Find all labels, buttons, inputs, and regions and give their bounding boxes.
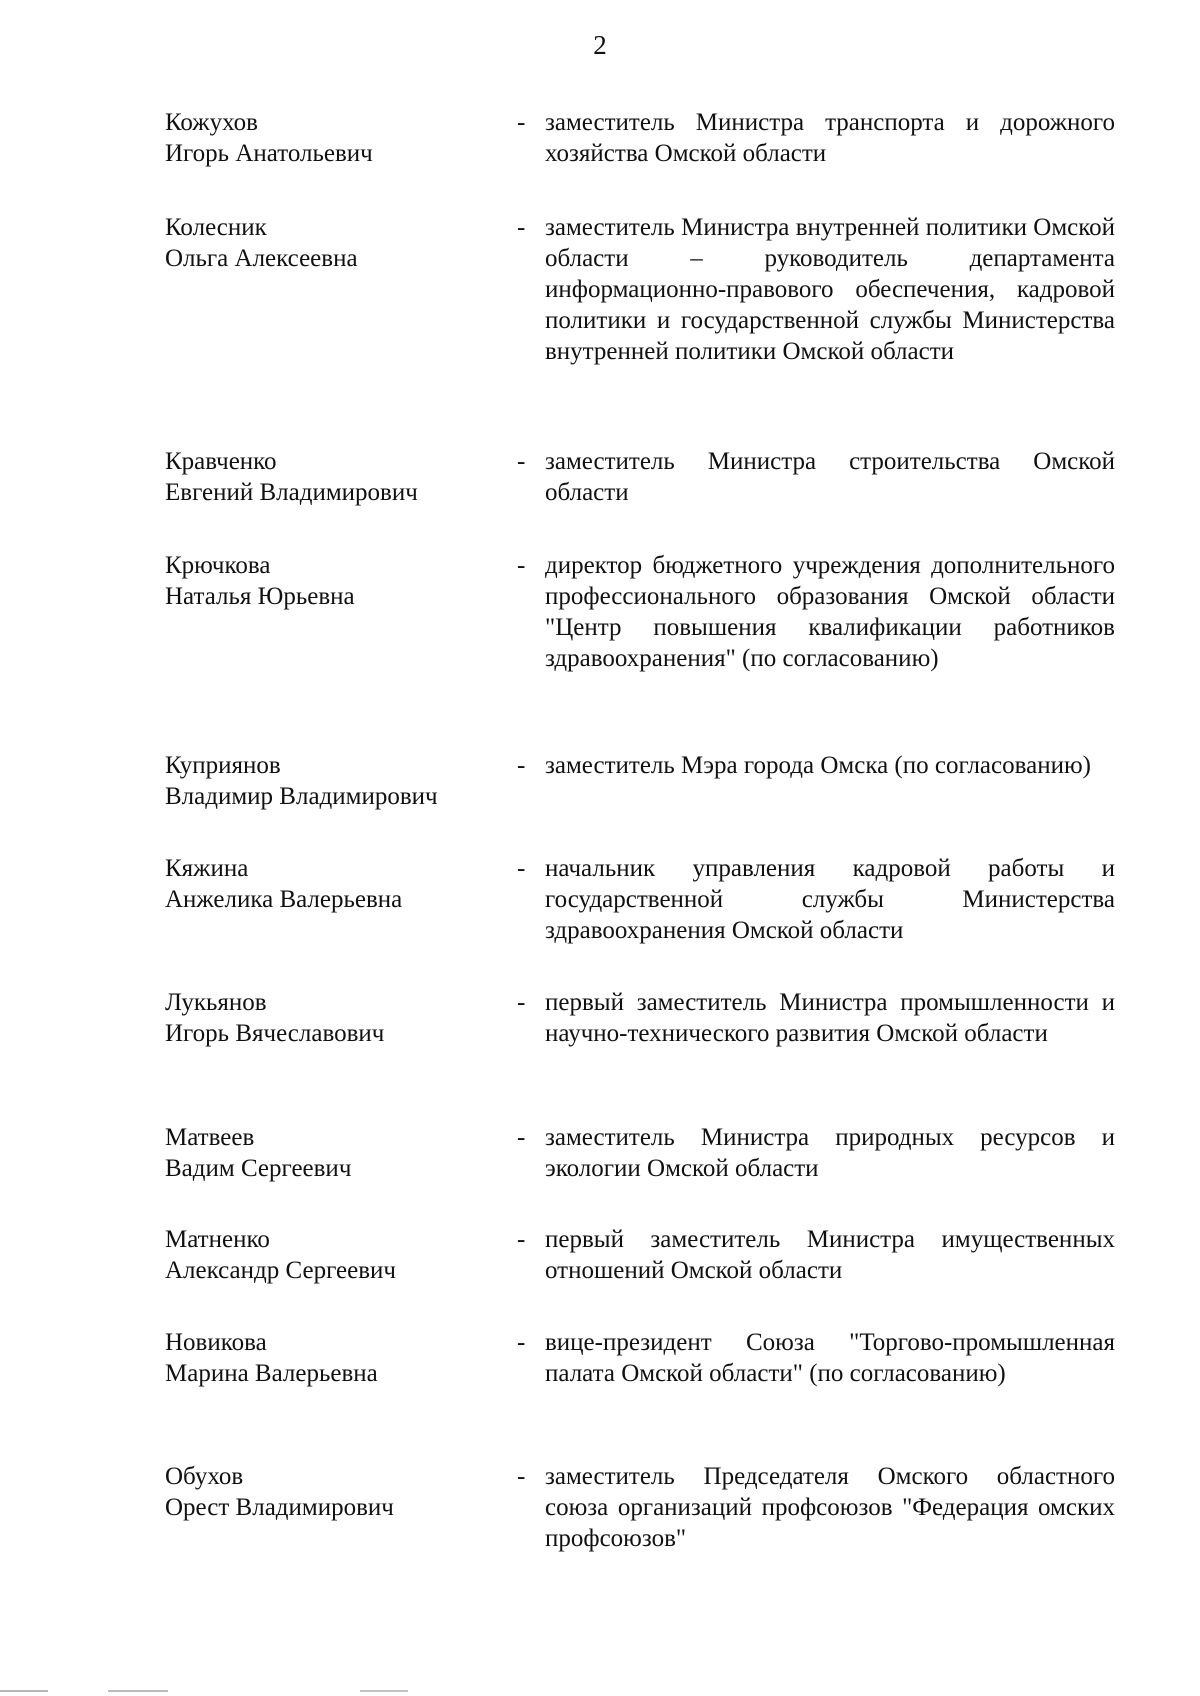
member-position: первый заместитель Министра имущественных отношений Омской области — [545, 1226, 1115, 1284]
member-name — [165, 750, 495, 812]
separator-dash: - — [517, 109, 526, 136]
member-surname: Матненко — [165, 1226, 270, 1253]
separator-dash: - — [517, 1124, 526, 1151]
member-surname: Кравченко — [165, 448, 277, 475]
member-position: директор бюджетного учреждения дополнительного профессионального образования Омской области "Центр повышения квалификации работников здравоохранения" (по согласованию) — [545, 552, 1115, 672]
member-surname: Куприянов — [165, 752, 281, 779]
member-surname: Кяжина — [165, 855, 249, 882]
member-given-names: Ольга Алексеевна — [165, 245, 358, 272]
member-position: заместитель Председателя Омского областного союза организаций профсоюзов "Федерация омских профсоюзов" — [545, 1463, 1115, 1552]
member-name — [165, 212, 495, 274]
member-position: заместитель Министра внутренней политики Омской области – руководитель департамента информационно-правового обеспечения, кадровой политики и государственной службы Министерства внутренней политики Омской области — [545, 214, 1115, 365]
member-name — [165, 1461, 495, 1523]
member-name — [165, 853, 495, 915]
member-position: начальник управления кадровой работы и государственной службы Министерства здравоохранения Омской области — [545, 855, 1115, 944]
member-given-names: Анжелика Валерьевна — [165, 886, 403, 913]
member-name — [165, 446, 495, 508]
member-position: первый заместитель Министра промышленности и научно-технического развития Омской области — [545, 989, 1115, 1047]
member-position: заместитель Министра строительства Омской области — [545, 448, 1115, 506]
member-given-names: Александр Сергеевич — [165, 1257, 396, 1284]
separator-dash: - — [517, 989, 526, 1016]
member-given-names: Орест Владимирович — [165, 1494, 394, 1521]
page-number: 2 — [593, 30, 607, 60]
member-given-names: Вадим Сергеевич — [165, 1155, 352, 1182]
member-position: заместитель Министра природных ресурсов и экологии Омской области — [545, 1124, 1115, 1182]
member-given-names: Игорь Анатольевич — [165, 140, 373, 167]
member-surname: Крючкова — [165, 552, 271, 579]
member-position: вице-президент Союза "Торгово-промышленная палата Омской области" (по согласованию) — [545, 1329, 1115, 1387]
separator-dash: - — [517, 1463, 526, 1490]
separator-dash: - — [517, 214, 526, 241]
member-given-names: Владимир Владимирович — [165, 783, 438, 810]
member-given-names: Игорь Вячеславович — [165, 1020, 385, 1047]
scan-edge-rule — [0, 1690, 1200, 1692]
member-surname: Матвеев — [165, 1124, 255, 1151]
separator-dash: - — [517, 1329, 526, 1356]
member-surname: Обухов — [165, 1463, 244, 1490]
member-surname: Кожухов — [165, 109, 258, 136]
member-position: заместитель Министра транспорта и дорожного хозяйства Омской области — [545, 109, 1115, 167]
member-name — [165, 1122, 495, 1184]
member-surname: Колесник — [165, 214, 267, 241]
separator-dash: - — [517, 855, 526, 882]
member-name — [165, 987, 495, 1049]
member-name — [165, 550, 495, 612]
separator-dash: - — [517, 552, 526, 579]
member-name — [165, 107, 495, 169]
member-given-names: Наталья Юрьевна — [165, 583, 355, 610]
member-name — [165, 1327, 495, 1389]
member-name — [165, 1224, 495, 1286]
separator-dash: - — [517, 448, 526, 475]
member-given-names: Марина Валерьевна — [165, 1360, 378, 1387]
separator-dash: - — [517, 1226, 526, 1253]
separator-dash: - — [517, 752, 526, 779]
member-given-names: Евгений Владимирович — [165, 479, 418, 506]
member-surname: Лукьянов — [165, 989, 267, 1016]
member-position: заместитель Мэра города Омска (по согласованию) — [545, 752, 1091, 779]
member-surname: Новикова — [165, 1329, 267, 1356]
